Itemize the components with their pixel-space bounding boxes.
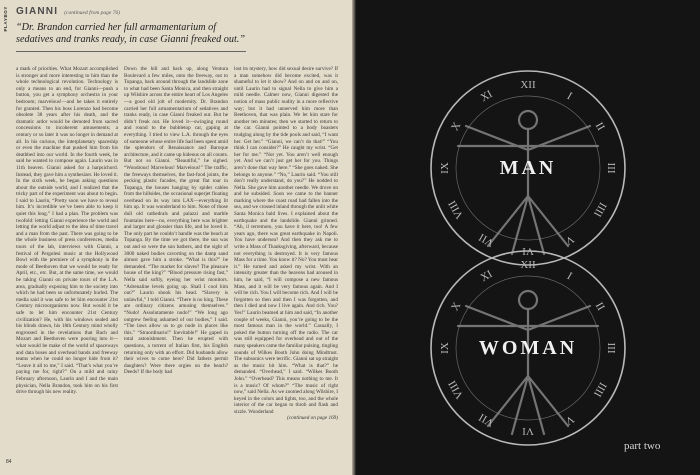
- text-column-1: [16, 66, 118, 461]
- text-column-2: [124, 66, 228, 461]
- woman-dial-numeral: VI: [522, 425, 534, 437]
- man-dial-numeral: II: [592, 120, 607, 133]
- man-dial-numeral: XII: [520, 79, 536, 91]
- woman-dial-numeral: IX: [439, 342, 451, 354]
- text-column-3: [234, 66, 338, 461]
- woman-dial-numeral: V: [563, 412, 576, 428]
- woman-dial-vitruvian-figure: [458, 291, 598, 434]
- continued-from: (continued from page 76): [64, 10, 121, 16]
- pull-quote-divider: [16, 51, 246, 52]
- man-dial-numeral: V: [563, 232, 576, 248]
- woman-dial-figure-head: [519, 291, 537, 309]
- man-dial-numeral: VI: [522, 245, 534, 257]
- man-dial-numeral: I: [564, 90, 575, 103]
- woman-dial-numeral: XII: [520, 259, 536, 271]
- man-dial-numeral: VII: [476, 230, 497, 249]
- woman-dial-numeral: XI: [478, 268, 495, 285]
- column-2-text: Down the hill and back up, along Ventura Boulevard a few miles, onto the freeway, out to Topanga, back around through the landslide zone to what had been Santa Monica, and then straight up Wilshire across the entire heart of Los Angeles—a good old jolt of modernity. Dr. Brandon carried her full armamentarium of sedatives and tranks ready, in case Gianni freaked out. But he didn’t freak out. He loved it—swinging round and round to the bubbletop car, gaping at everything. I tried to view L.A. through the eyes of someone whose entire life had been spent amid the splendors of Renaissance and Baroque architecture, and it came up hideous on all counts. But not so Gianni. “Beautiful,” he sighed. “Wondrous! Marvelous! Marvelous!” The traffic, the freeways themselves, the fast-food joints, the pecking plastic facades, the great flat roar in Topanga, the houses hanging by spider cables from the hillsides, the occasional superjet floating overhead on its way into LAX—everything lit him up. It was wonderland to him. None of those dull old cathedrals and palazzi and marble fountains here—no, everything here was brighter and larger and glossier than life, and he loved it. The only part he couldn’t handle was the beach at Topanga. By the time we got there, the sun was out and so were the sun bathers, and the sight of 3000 naked bodies cavorting on the damp sand almost gave him a stroke. “What is this?” he demanded. “The market for slaves? The pleasure house of the king?” “Blood pressure rising fast,” Nella said softly, eyeing her wrist monitors. “Adrenaline levels going up. Shall I cool him out?” Laurin shook his head. “Slavery is unlawful,” I told Gianni. “There is no king. These are ordinary citizens amusing themselves.” “Nudo! Assolutamente nudo!” “We long ago outgrew feeling ashamed of our bodies,” I said. “The laws allow us to go nude in places like this.” “Straordinario!” Inevitable!” He gaped in total astonishment. Then he erupted with questions, a torrent of Italian first, his English returning only with an effort. Did husbands allow their wives to come here? Did fathers permit daughters? Were there orgies on the beach? Deeds? If the body had: [124, 66, 229, 376]
- man-dial-figure-head: [519, 111, 537, 129]
- man-dial-numeral: IX: [439, 162, 451, 174]
- part-two-caption: part two: [624, 440, 661, 452]
- art-page: [356, 0, 700, 475]
- woman-dial-numeral: IIII: [590, 380, 609, 399]
- man-dial-vitruvian-figure: [458, 111, 598, 254]
- woman-label: WOMAN: [478, 337, 578, 359]
- pull-quote: “Dr. Brandon carried her full armamentarium of sedatives and tranks ready, in case Gianni freaked out.”: [16, 22, 245, 45]
- man-dial-numeral: IIII: [590, 200, 609, 219]
- woman-dial-numeral: X: [448, 300, 464, 313]
- page-number: 84: [6, 459, 12, 465]
- woman-dial-numeral: III: [605, 342, 617, 354]
- man-dial-numeral: X: [448, 120, 464, 133]
- woman-dial-numeral: VIII: [446, 378, 467, 401]
- man-dial-numeral: III: [605, 162, 617, 174]
- man-label: MAN: [499, 157, 557, 179]
- magazine-side-label: PLAYBOY: [3, 6, 8, 32]
- column-3-text: lost its mystery, how did sexual desire survive? If a man somehow did become excited, was it shameful to let it show? And on and on and on, until Laurin had to signal Nella to give him a mild needle. Calmer now, Gianni digested the notion of mass public nudity in a more reflective way; but it had unnerved him more than Beethoven, that was plain. We let him stare for another ten minutes; then we started to return to the car. Gianni pointed to a body boasters trudging along by the tide pools and said, “I want her. Get her.” “Gianni, we can’t do that!” “You think I can consider?” He caught my wrist. “Get her for me.” “Not yet. You aren’t well enough yet. And we can’t just get her for you. Things aren’t done that way here.” “She goes naked. She belongs to anyone.” “No,” Laurin said. “You still don’t really understand, do you?” He nodded to Nella. She gave him another needle. We drove on and he subsided. Soon we came to the banner marking where the coast road had fallen into the sea, and we crossed inland through the unlit white Santa Monica bald lives. I explained about the earthquake and the landslide. Gianni grinned. “Ah, il terremoto, you have it here, too! A few years ago, there was great earthquake in Napoli. You have undersea? And then they ask me to write a Mass of Thanksgiving, afterward, because not everything is destroyed. It is very famous Mass for a time. You know it? No? You must hear it.” He turned and asked my wrist. With an intensity greater than the heavens had aroused in him, he said, “I will compose a new famous Mass, and it will be very famous again. And I will be rich. You I will become rich. And I will be forgotten so then and then I was forgotten, and then I died and now I live again. And rich. You? Yes!” Laurin beamed at him and said, “In another couple of weeks, Gianni, you’re going to be the most famous man in the world.” Casually, I poked the button turning off the radio. The car was still equipped for overhead and out of the many speakers came the familiar pulsing, tingling sounds of Wilkes Booth John doing Mindtrust. The subsonics were terrific. Gianni sat up straight as the music hit him. “What is that?” he demanded. “Overhead,” I said. “Wilkes Booth John.” “Overhead? This means nothing to me. It is a music? Of whom?” “The music of right now,” said Nella. As we zoomed along Wilshire, I keyed in the colors and lights, too, and the whole interior of the car began to throb and flash and sizzle. Wonderland: [234, 66, 338, 415]
- man-dial-numeral: VIII: [446, 198, 467, 221]
- woman-dial-numeral: I: [564, 270, 575, 283]
- column-1-text: a mark of priorities. What Mozart accomplished is stronger and more interesting to him than the whole technological revolution. Technology is only a means to an end, for Gianni—push a button, you get a symphony orchestra in your bedroom; marvelous!—and he takes it entirely for granted. Then his boss Lorenzo had become obsolete 38 years after his death, and the dramatic ardor would be demoted from sacred concessions to incoherent amusements; a century or so later it was no longer in demand at all. In his curious, the interplanetary spaceship or even the machine that pushed him from his deathbed into our world. In the fourth week, he said he wanted to compose again. Laurin was in 11th heaven. Gianni asked for a harpsichord. Instead, they gave him a synthesizer. He loved it. In the sixth week, he began asking questions about the outside world, and I realized that the tricky part of the experiment was about to begin. I said to Laurin, “Pretty soon we have to reveal him. It’s incredible we’ve been able to keep it quiet this long.” I had a plan. The problem was twofold: letting Gianni experience the world and letting the world adjust to the idea of time travel and a man from the past. There was going to be the whole business of press conferences, media tours of the lab, interviews with Gianni, a festival of Pergolesi music at the Hollywood Bowl with the premiere of a symphony in the mode of Beethoven that we would be ready for April, etc., etc. But, at the same time, we would be taking Gianni on private tours of the L.A. area, gradually exposing him to the society into which he had been so unfortunately hurled. The media said it was safe to let him encounter 21st Century microorganisms now. But would it be safe to let him encounter 21st Century civilization? He, with his windows sealed and his blinds drawn, his 18th Century mind wholly engrossed in the revelations that Bach and Mozart and Beethoven were pouring into it—what would be make of the world of spaceways and data buses and overhead bands and freeway teams when he could no longer hide from it? “Leave it all to me,” I said. “That’s what you’re paying me for, right?” On a mild and rainy February afternoon, Laurin and I and the main physician, Nella Brandon, took him on his first drive through his new reality.: [16, 66, 118, 396]
- man-dial-numeral: XI: [478, 88, 495, 105]
- story-title: GIANNI: [16, 6, 59, 17]
- woman-dial-numeral: II: [592, 300, 607, 313]
- woman-dial-numeral: VII: [476, 410, 497, 429]
- story-header: [16, 6, 120, 17]
- continued-on: (continued on page 169): [287, 415, 338, 422]
